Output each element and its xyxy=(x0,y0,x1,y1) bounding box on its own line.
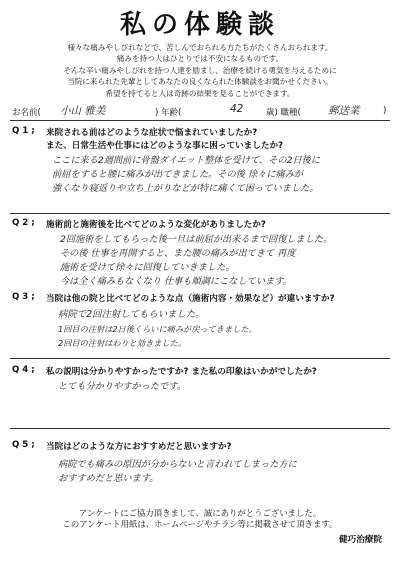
q3-number: Q 3 ; xyxy=(12,292,35,302)
answer-line: 今は全く痛みもなくなり 仕事も順調にこなしています。 xyxy=(60,276,292,287)
q2-number: Q 2 ; xyxy=(12,218,35,228)
q3-question: 当院は他の院と比べてどのような点（施術内容・効果など）が違いますか? xyxy=(46,294,335,304)
q1-question: 来院される前はどのような症状で悩まれていましたか? xyxy=(46,128,258,138)
footer-line: このアンケート用紙は、ホームページやチラシ等に掲載させて頂きます。 xyxy=(62,519,338,529)
intro-line: そんな辛い痛みやしびれを持つ人達を励まし、治療を続ける勇気を与えるために xyxy=(63,65,337,75)
q4-number: Q 4 ; xyxy=(12,365,35,375)
q5-answer xyxy=(58,458,297,486)
answer-line: 病院で2回注射してもらいました。 xyxy=(58,309,205,320)
footer-line: アンケートにご協力頂きまして、誠にありがとうございました。 xyxy=(78,508,322,518)
q4-answer xyxy=(58,380,186,394)
answer-line: ここに来る2週間前に骨盤ダイエット整体を受けて、その2日後に xyxy=(52,155,321,166)
answer-line: 2回施術をしてもらった後一旦は前屈が出来るまで回復しました。 xyxy=(60,234,333,245)
q3-answer xyxy=(58,308,257,350)
divider xyxy=(10,120,390,121)
answer-line: 2回目の注射はわりと効きました。 xyxy=(58,338,187,348)
q5-number: Q 5 ; xyxy=(12,440,35,450)
q1-answer xyxy=(52,154,320,196)
intro-line: 痛みを持つ人はひとりでは不安になるものです。 xyxy=(116,54,284,64)
age-label: ) 年齢( xyxy=(155,108,182,118)
name-value: 小山 雅美 xyxy=(60,105,106,117)
divider xyxy=(10,428,390,429)
intro-text xyxy=(0,42,400,99)
intro-line: 当院に来られた先輩としてあなたの良くなられた体験談をお聞かせください。 xyxy=(67,77,333,87)
intro-line: 様々な痛みやしびれなどで、苦しんでおられる方たちがたくさんおられます。 xyxy=(67,43,333,52)
answer-line: 前屈をすると腰に痛みが出てきました。その後 徐々に痛みが xyxy=(52,169,303,180)
divider xyxy=(10,213,390,214)
footer-text xyxy=(0,508,400,530)
q5-question: 当院はどのような方におすすめだと思いますか? xyxy=(46,442,232,452)
answer-line: その後 仕事を再開すると、また腰の痛みが出てきて 再度 xyxy=(60,248,296,259)
age-value: 42 xyxy=(230,103,244,115)
divider xyxy=(10,358,390,359)
q1-question-line2: また、日常生活や仕事にはどのような事に困っていましたか? xyxy=(46,141,284,151)
answer-line: 1回目の注射は2日後くらいに痛みが戻ってきました。 xyxy=(58,324,257,334)
clinic-name: 健巧治療院 xyxy=(339,535,382,545)
page-title: 私の体験談 xyxy=(119,10,280,40)
name-label: お名前( xyxy=(12,108,41,118)
job-value: 郵送業 xyxy=(328,105,360,117)
intro-line: 希望を持てると人は奇跡の結果を見ることができます。 xyxy=(105,88,295,98)
q2-question: 施術前と施術後を比べてどのような変化がありましたか? xyxy=(46,220,266,230)
q1-number: Q 1 ; xyxy=(12,126,35,136)
answer-line: おすすめだと思います。 xyxy=(58,473,159,484)
age-unit-and-job-label: 歳) 職種( xyxy=(266,108,301,118)
answer-line: とても分かりやすかったです。 xyxy=(58,381,186,392)
answer-line: 病院でも痛みの原因が分からないと言われてしまった方に xyxy=(58,459,297,470)
job-close: ) xyxy=(383,106,387,116)
answer-line: 施術を受けて徐々に回復していきました。 xyxy=(60,262,235,273)
q2-answer xyxy=(60,233,332,289)
q4-question: 私の説明は分かりやすかったですか? また私の印象はいかがでしたか? xyxy=(46,367,317,377)
answer-line: 強くなり寝返りや立ち上がりなどが特に痛くて困っていました。 xyxy=(52,183,319,194)
